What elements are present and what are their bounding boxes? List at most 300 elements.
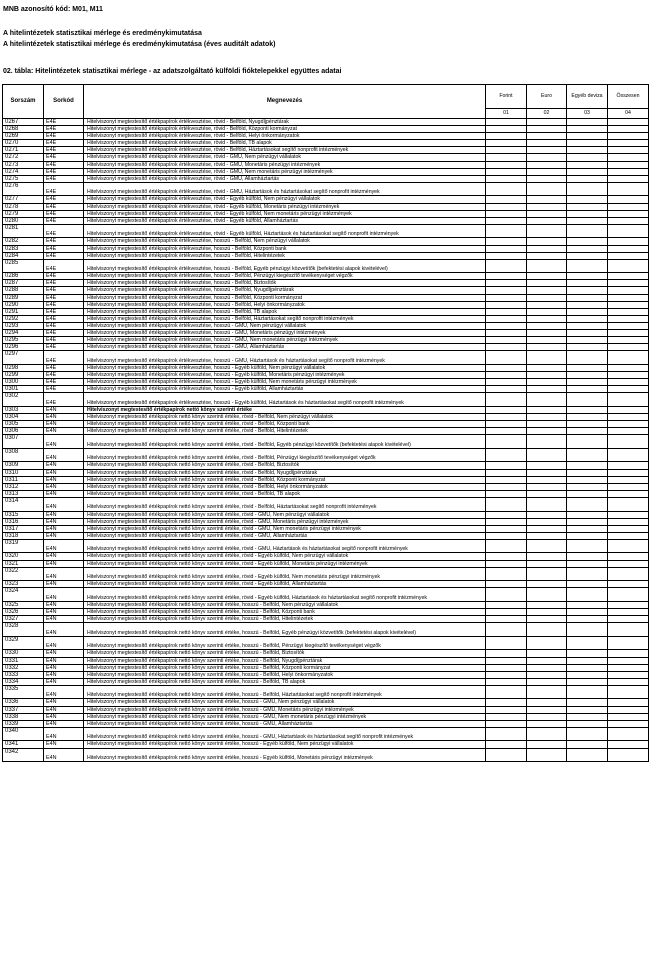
row-description: Hitelviszonyt megtestesítő értékpapírok nettó könyv szerinti értéke, rövid - Egyéb külföld, Nem monetáris pénzügyi intézmények — [84, 567, 486, 581]
column-header-sorkod: Sorkód — [44, 85, 84, 119]
cell-forint — [486, 650, 527, 657]
table-row — [3, 567, 649, 581]
row-number: 0290 — [3, 301, 44, 308]
table-row — [3, 699, 649, 706]
table-row — [3, 140, 649, 147]
row-code: E4E — [44, 210, 84, 217]
table-row — [3, 539, 649, 553]
cell-egyeb-deviza — [567, 462, 608, 469]
table-row — [3, 623, 649, 637]
cell-forint — [486, 741, 527, 748]
table-row — [3, 147, 649, 154]
cell-forint — [486, 469, 527, 476]
cell-osszesen — [608, 421, 649, 428]
row-description: Hitelviszonyt megtestesítő értékpapírok nettó könyv szerinti értéke, rövid - Egyéb külföld, Monetáris pénzügyi intézmények — [84, 560, 486, 567]
row-description: Hitelviszonyt megtestesítő értékpapírok nettó könyv szerinti értéke, hosszú - Belföld, Központi bank — [84, 609, 486, 616]
cell-forint — [486, 623, 527, 637]
cell-osszesen — [608, 699, 649, 706]
cell-egyeb-deviza — [567, 490, 608, 497]
cell-osszesen — [608, 280, 649, 287]
cell-euro — [527, 720, 567, 727]
cell-forint — [486, 406, 527, 413]
cell-forint — [486, 699, 527, 706]
row-description: Hitelviszonyt megtestesítő értékpapírok értékvesztése, rövid - Belföld, Háztartásokat segítő nonprofit intézmények — [84, 147, 486, 154]
row-code: E4E — [44, 252, 84, 259]
row-code: E4E — [44, 196, 84, 203]
cell-egyeb-deviza — [567, 601, 608, 608]
cell-forint — [486, 196, 527, 203]
cell-osszesen — [608, 713, 649, 720]
row-code: E4N — [44, 462, 84, 469]
row-number: 0326 — [3, 609, 44, 616]
table-row — [3, 706, 649, 713]
row-number: 0321 — [3, 560, 44, 567]
cell-forint — [486, 588, 527, 602]
cell-euro — [527, 483, 567, 490]
cell-osszesen — [608, 406, 649, 413]
cell-osszesen — [608, 748, 649, 762]
row-code: E4E — [44, 344, 84, 351]
table-row — [3, 308, 649, 315]
cell-euro — [527, 748, 567, 762]
row-description: Hitelviszonyt megtestesítő értékpapírok nettó könyv szerinti értéke — [84, 406, 486, 413]
cell-egyeb-deviza — [567, 650, 608, 657]
cell-osszesen — [608, 588, 649, 602]
row-code: E4N — [44, 490, 84, 497]
row-description: Hitelviszonyt megtestesítő értékpapírok nettó könyv szerinti értéke, hosszú - GMU, Államháztartás — [84, 720, 486, 727]
row-number: 0338 — [3, 713, 44, 720]
cell-euro — [527, 671, 567, 678]
row-code: E4N — [44, 560, 84, 567]
cell-egyeb-deviza — [567, 196, 608, 203]
cell-egyeb-deviza — [567, 372, 608, 379]
cell-forint — [486, 322, 527, 329]
row-description: Hitelviszonyt megtestesítő értékpapírok nettó könyv szerinti értéke, rövid - Belföld, TB alapok — [84, 490, 486, 497]
cell-forint — [486, 421, 527, 428]
cell-euro — [527, 238, 567, 245]
row-number: 0303 — [3, 406, 44, 413]
row-code: E4E — [44, 273, 84, 280]
cell-euro — [527, 224, 567, 238]
row-number: 0297 — [3, 351, 44, 365]
table-row — [3, 553, 649, 560]
row-description: Hitelviszonyt megtestesítő értékpapírok értékvesztése, rövid - Belföld, Központi kormányzat — [84, 126, 486, 133]
row-code: E4E — [44, 245, 84, 252]
cell-euro — [527, 393, 567, 407]
row-code: E4E — [44, 217, 84, 224]
row-number: 0269 — [3, 133, 44, 140]
row-code: E4N — [44, 650, 84, 657]
row-description: Hitelviszonyt megtestesítő értékpapírok nettó könyv szerinti értéke, rövid - GMU, Monetáris pénzügyi intézmények — [84, 518, 486, 525]
row-code: E4E — [44, 182, 84, 196]
row-code: E4N — [44, 727, 84, 741]
cell-osszesen — [608, 379, 649, 386]
row-number: 0334 — [3, 678, 44, 685]
row-code: E4N — [44, 448, 84, 462]
row-number: 0323 — [3, 581, 44, 588]
table-row — [3, 421, 649, 428]
cell-euro — [527, 469, 567, 476]
table-row — [3, 210, 649, 217]
table-row — [3, 413, 649, 420]
row-description: Hitelviszonyt megtestesítő értékpapírok nettó könyv szerinti értéke, hosszú - Belföld, Nem pénzügyi vállalatok — [84, 601, 486, 608]
row-description: Hitelviszonyt megtestesítő értékpapírok értékvesztése, rövid - Egyéb külföld, Nem monetáris pénzügyi intézmények — [84, 210, 486, 217]
row-number: 0316 — [3, 518, 44, 525]
cell-forint — [486, 182, 527, 196]
row-description: Hitelviszonyt megtestesítő értékpapírok értékvesztése, rövid - Egyéb külföld, Monetáris pénzügyi intézmények — [84, 203, 486, 210]
row-code: E4E — [44, 322, 84, 329]
cell-euro — [527, 315, 567, 322]
cell-euro — [527, 650, 567, 657]
table-row — [3, 315, 649, 322]
row-description: Hitelviszonyt megtestesítő értékpapírok értékvesztése, rövid - GMU, Háztartások és háztartásokat segítő nonprofit intézmények — [84, 182, 486, 196]
row-code: E4E — [44, 337, 84, 344]
row-number: 0328 — [3, 623, 44, 637]
cell-forint — [486, 161, 527, 168]
table-row — [3, 560, 649, 567]
cell-forint — [486, 748, 527, 762]
row-description: Hitelviszonyt megtestesítő értékpapírok értékvesztése, hosszú - GMU, Nem monetáris pénzügyi intézmények — [84, 337, 486, 344]
table-row — [3, 525, 649, 532]
cell-euro — [527, 609, 567, 616]
row-code: E4E — [44, 280, 84, 287]
table-row — [3, 657, 649, 664]
cell-osszesen — [608, 511, 649, 518]
cell-euro — [527, 588, 567, 602]
row-number: 0337 — [3, 706, 44, 713]
row-code: E4N — [44, 428, 84, 435]
cell-forint — [486, 330, 527, 337]
row-code: E4E — [44, 315, 84, 322]
cell-forint — [486, 315, 527, 322]
cell-forint — [486, 203, 527, 210]
cell-euro — [527, 280, 567, 287]
cell-osszesen — [608, 462, 649, 469]
table-row — [3, 518, 649, 525]
cell-forint — [486, 720, 527, 727]
cell-euro — [527, 511, 567, 518]
cell-forint — [486, 685, 527, 699]
table-row — [3, 245, 649, 252]
row-number: 0340 — [3, 727, 44, 741]
cell-forint — [486, 532, 527, 539]
row-code: E4E — [44, 301, 84, 308]
cell-forint — [486, 259, 527, 273]
cell-euro — [527, 623, 567, 637]
table-row — [3, 238, 649, 245]
row-number: 0283 — [3, 245, 44, 252]
table-row — [3, 448, 649, 462]
row-number: 0294 — [3, 330, 44, 337]
row-number: 0313 — [3, 490, 44, 497]
cell-euro — [527, 413, 567, 420]
column-header-egyeb-deviza: Egyéb deviza — [567, 85, 608, 109]
column-header-megnevezes: Megnevezés — [84, 85, 486, 119]
row-code: E4N — [44, 699, 84, 706]
cell-forint — [486, 224, 527, 238]
cell-euro — [527, 154, 567, 161]
row-description: Hitelviszonyt megtestesítő értékpapírok nettó könyv szerinti értéke, hosszú - GMU, Nem pénzügyi vállalatok — [84, 699, 486, 706]
cell-forint — [486, 280, 527, 287]
table-row — [3, 727, 649, 741]
row-number: 0302 — [3, 393, 44, 407]
row-number: 0279 — [3, 210, 44, 217]
table-row — [3, 330, 649, 337]
row-number: 0310 — [3, 469, 44, 476]
cell-forint — [486, 671, 527, 678]
column-header-osszesen: Összesen — [608, 85, 649, 109]
row-number: 0336 — [3, 699, 44, 706]
cell-egyeb-deviza — [567, 623, 608, 637]
table-row — [3, 462, 649, 469]
row-code: E4E — [44, 203, 84, 210]
cell-forint — [486, 168, 527, 175]
cell-osszesen — [608, 671, 649, 678]
row-description: Hitelviszonyt megtestesítő értékpapírok értékvesztése, rövid - GMU, Nem pénzügyi vállalatok — [84, 154, 486, 161]
row-code: E4N — [44, 469, 84, 476]
row-number: 0276 — [3, 182, 44, 196]
table-row — [3, 294, 649, 301]
cell-euro — [527, 421, 567, 428]
row-code: E4E — [44, 287, 84, 294]
cell-egyeb-deviza — [567, 386, 608, 393]
cell-egyeb-deviza — [567, 294, 608, 301]
cell-euro — [527, 330, 567, 337]
row-number: 0271 — [3, 147, 44, 154]
row-description: Hitelviszonyt megtestesítő értékpapírok nettó könyv szerinti értéke, hosszú - GMU, Monetáris pénzügyi intézmények — [84, 706, 486, 713]
table-row — [3, 379, 649, 386]
cell-euro — [527, 581, 567, 588]
cell-euro — [527, 657, 567, 664]
cell-egyeb-deviza — [567, 308, 608, 315]
row-code: E4E — [44, 386, 84, 393]
cell-osszesen — [608, 664, 649, 671]
cell-egyeb-deviza — [567, 448, 608, 462]
row-number: 0268 — [3, 126, 44, 133]
cell-osszesen — [608, 196, 649, 203]
row-code: E4E — [44, 308, 84, 315]
cell-euro — [527, 636, 567, 650]
row-description: Hitelviszonyt megtestesítő értékpapírok nettó könyv szerinti értéke, rövid - Belföld, Háztartásokat segítő nonprofit intézmények — [84, 497, 486, 511]
row-description: Hitelviszonyt megtestesítő értékpapírok értékvesztése, hosszú - GMU, Monetáris pénzügyi intézmények — [84, 330, 486, 337]
row-code: E4N — [44, 525, 84, 532]
table-row — [3, 386, 649, 393]
cell-osszesen — [608, 525, 649, 532]
row-code: E4N — [44, 657, 84, 664]
cell-forint — [486, 497, 527, 511]
cell-egyeb-deviza — [567, 435, 608, 449]
cell-osszesen — [608, 469, 649, 476]
row-description: Hitelviszonyt megtestesítő értékpapírok értékvesztése, hosszú - Egyéb külföld, Nem pénzügyi vállalatok — [84, 364, 486, 371]
column-code-02: 02 — [527, 109, 567, 119]
row-code: E4N — [44, 748, 84, 762]
cell-egyeb-deviza — [567, 175, 608, 182]
mnb-code: MNB azonosító kód: M01, M11 — [3, 6, 103, 13]
cell-osszesen — [608, 301, 649, 308]
cell-forint — [486, 308, 527, 315]
row-number: 0327 — [3, 616, 44, 623]
cell-euro — [527, 337, 567, 344]
cell-forint — [486, 393, 527, 407]
cell-osszesen — [608, 678, 649, 685]
row-description: Hitelviszonyt megtestesítő értékpapírok értékvesztése, rövid - GMU, Államháztartás — [84, 175, 486, 182]
row-code: E4N — [44, 413, 84, 420]
table-row — [3, 287, 649, 294]
table-row — [3, 322, 649, 329]
cell-egyeb-deviza — [567, 210, 608, 217]
table-row — [3, 224, 649, 238]
cell-forint — [486, 294, 527, 301]
cell-egyeb-deviza — [567, 469, 608, 476]
cell-egyeb-deviza — [567, 421, 608, 428]
cell-forint — [486, 252, 527, 259]
cell-euro — [527, 713, 567, 720]
table-row — [3, 196, 649, 203]
cell-forint — [486, 337, 527, 344]
row-number: 0267 — [3, 119, 44, 126]
cell-euro — [527, 273, 567, 280]
row-number: 0288 — [3, 287, 44, 294]
report-subtitle: A hitelintézetek statisztikai mérlege és eredménykimutatása (éves auditált adatok) — [3, 41, 276, 48]
table-row — [3, 273, 649, 280]
cell-egyeb-deviza — [567, 581, 608, 588]
row-number: 0322 — [3, 567, 44, 581]
column-header-sorszam: Sorszám — [3, 85, 44, 119]
cell-egyeb-deviza — [567, 147, 608, 154]
cell-egyeb-deviza — [567, 713, 608, 720]
row-number: 0319 — [3, 539, 44, 553]
row-description: Hitelviszonyt megtestesítő értékpapírok nettó könyv szerinti értéke, hosszú - GMU, Háztartások és háztartásokat segítő nonprofit intézmények — [84, 727, 486, 741]
cell-osszesen — [608, 567, 649, 581]
row-number: 0292 — [3, 315, 44, 322]
table-row — [3, 469, 649, 476]
table-row — [3, 497, 649, 511]
cell-euro — [527, 259, 567, 273]
cell-euro — [527, 252, 567, 259]
cell-egyeb-deviza — [567, 393, 608, 407]
cell-osszesen — [608, 581, 649, 588]
cell-osszesen — [608, 601, 649, 608]
cell-egyeb-deviza — [567, 364, 608, 371]
row-number: 0291 — [3, 308, 44, 315]
cell-forint — [486, 147, 527, 154]
row-number: 0314 — [3, 497, 44, 511]
cell-egyeb-deviza — [567, 238, 608, 245]
cell-osszesen — [608, 119, 649, 126]
row-number: 0307 — [3, 435, 44, 449]
cell-euro — [527, 182, 567, 196]
row-code: E4E — [44, 133, 84, 140]
cell-osszesen — [608, 364, 649, 371]
row-description: Hitelviszonyt megtestesítő értékpapírok nettó könyv szerinti értéke, rövid - Egyéb külföld, Háztartások és háztartásokat segítő nonprofit intézmények — [84, 588, 486, 602]
row-number: 0308 — [3, 448, 44, 462]
cell-osszesen — [608, 308, 649, 315]
cell-osszesen — [608, 330, 649, 337]
cell-egyeb-deviza — [567, 525, 608, 532]
cell-egyeb-deviza — [567, 497, 608, 511]
row-number: 0325 — [3, 601, 44, 608]
table-row — [3, 182, 649, 196]
cell-egyeb-deviza — [567, 588, 608, 602]
row-number: 0330 — [3, 650, 44, 657]
cell-osszesen — [608, 182, 649, 196]
cell-forint — [486, 609, 527, 616]
row-code: E4E — [44, 364, 84, 371]
cell-osszesen — [608, 273, 649, 280]
row-code: E4E — [44, 161, 84, 168]
cell-forint — [486, 154, 527, 161]
row-description: Hitelviszonyt megtestesítő értékpapírok nettó könyv szerinti értéke, hosszú - Belföld, Biztosítók — [84, 650, 486, 657]
row-code: E4N — [44, 636, 84, 650]
row-code: E4N — [44, 741, 84, 748]
row-number: 0333 — [3, 671, 44, 678]
row-code: E4N — [44, 532, 84, 539]
cell-osszesen — [608, 685, 649, 699]
cell-euro — [527, 147, 567, 154]
row-code: E4N — [44, 616, 84, 623]
cell-osszesen — [608, 154, 649, 161]
cell-forint — [486, 539, 527, 553]
row-code: E4N — [44, 671, 84, 678]
table-row — [3, 581, 649, 588]
cell-forint — [486, 238, 527, 245]
cell-euro — [527, 490, 567, 497]
row-description: Hitelviszonyt megtestesítő értékpapírok értékvesztése, hosszú - Egyéb külföld, Államháztartás — [84, 386, 486, 393]
cell-egyeb-deviza — [567, 720, 608, 727]
cell-osszesen — [608, 706, 649, 713]
row-description: Hitelviszonyt megtestesítő értékpapírok nettó könyv szerinti értéke, rövid - Belföld, Hitelintézetek — [84, 428, 486, 435]
row-code: E4E — [44, 238, 84, 245]
cell-egyeb-deviza — [567, 476, 608, 483]
cell-osszesen — [608, 210, 649, 217]
cell-egyeb-deviza — [567, 671, 608, 678]
cell-egyeb-deviza — [567, 217, 608, 224]
cell-euro — [527, 140, 567, 147]
row-number: 0335 — [3, 685, 44, 699]
cell-egyeb-deviza — [567, 344, 608, 351]
cell-osszesen — [608, 448, 649, 462]
row-number: 0329 — [3, 636, 44, 650]
cell-osszesen — [608, 238, 649, 245]
row-code: E4N — [44, 406, 84, 413]
cell-egyeb-deviza — [567, 428, 608, 435]
cell-euro — [527, 664, 567, 671]
column-code-04: 04 — [608, 109, 649, 119]
cell-forint — [486, 413, 527, 420]
cell-euro — [527, 301, 567, 308]
row-description: Hitelviszonyt megtestesítő értékpapírok értékvesztése, hosszú - Belföld, Helyi önkormányzatok — [84, 301, 486, 308]
cell-osszesen — [608, 175, 649, 182]
balance-sheet-table — [2, 84, 649, 762]
row-number: 0277 — [3, 196, 44, 203]
cell-osszesen — [608, 553, 649, 560]
cell-egyeb-deviza — [567, 203, 608, 210]
row-description: Hitelviszonyt megtestesítő értékpapírok nettó könyv szerinti értéke, rövid - GMU, Nem monetáris pénzügyi intézmények — [84, 525, 486, 532]
cell-osszesen — [608, 720, 649, 727]
cell-osszesen — [608, 344, 649, 351]
cell-euro — [527, 210, 567, 217]
table-row — [3, 337, 649, 344]
cell-forint — [486, 678, 527, 685]
row-number: 0317 — [3, 525, 44, 532]
cell-egyeb-deviza — [567, 322, 608, 329]
table-row — [3, 476, 649, 483]
table-row — [3, 636, 649, 650]
cell-forint — [486, 245, 527, 252]
cell-osszesen — [608, 252, 649, 259]
table-row — [3, 748, 649, 762]
row-code: E4N — [44, 601, 84, 608]
